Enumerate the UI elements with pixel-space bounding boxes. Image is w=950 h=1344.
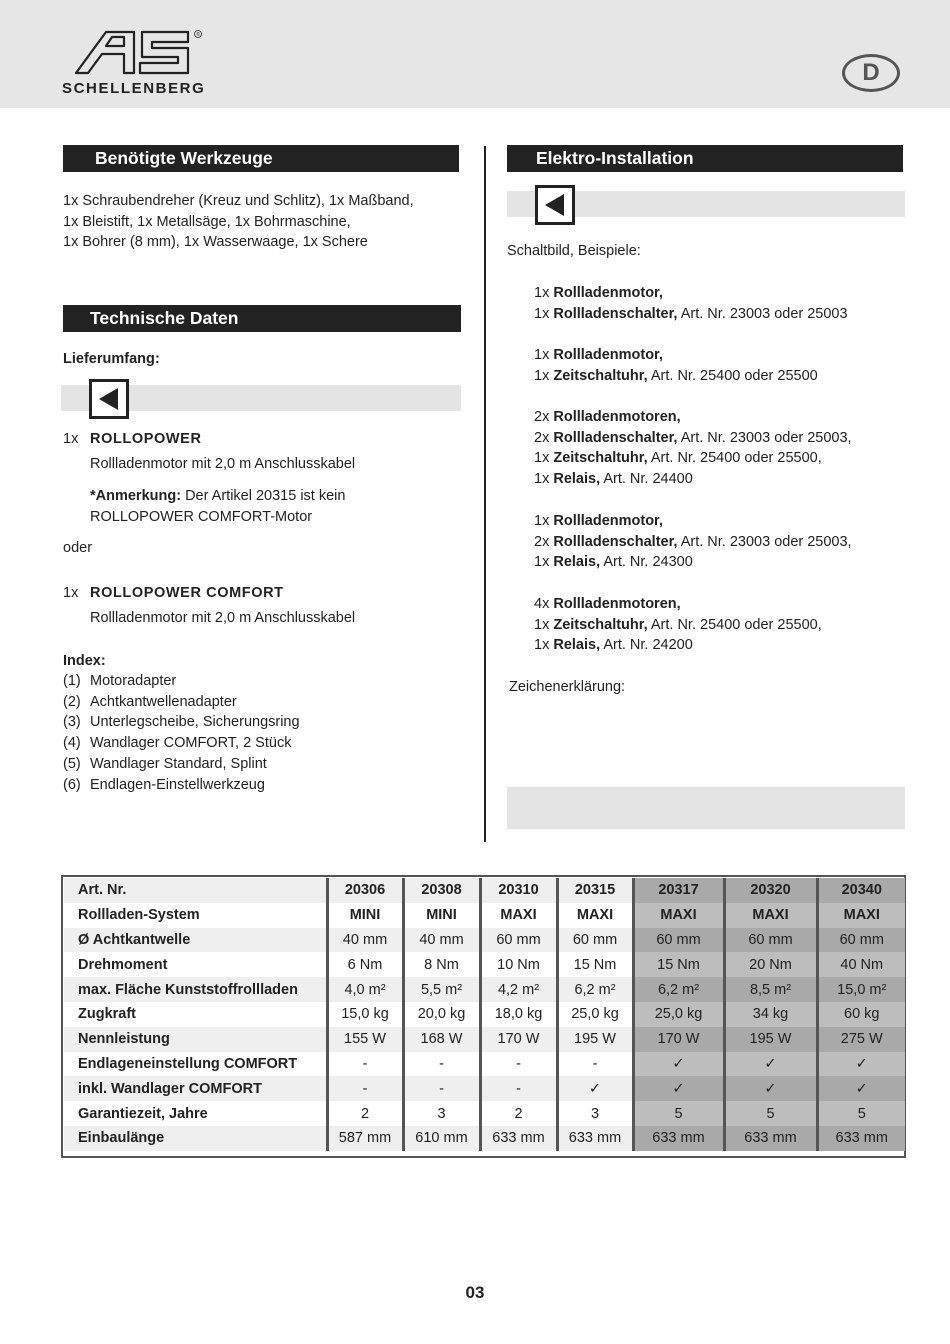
note <box>90 486 345 527</box>
note-label: *Anmerkung: <box>90 488 182 504</box>
language-badge: D <box>842 54 900 92</box>
table-row <box>64 1052 905 1077</box>
table-cell: 20340 <box>817 878 905 903</box>
index-item: (1) Motoradapter <box>63 673 177 689</box>
table-cell: 633 mm <box>817 1126 905 1151</box>
table-cell: 5 <box>817 1101 905 1126</box>
row-label: Nennleistung <box>64 1027 327 1052</box>
tools-section-title: Benötigte Werkzeuge <box>63 145 459 172</box>
row-label: Drehmoment <box>64 952 327 977</box>
brand-name: SCHELLENBERG <box>62 80 206 97</box>
row-label: max. Fläche Kunststoffrollladen <box>64 977 327 1002</box>
legend-label: Zeichenerklärung: <box>509 679 626 695</box>
table-cell: 5 <box>633 1101 724 1126</box>
table-cell: 20308 <box>403 878 480 903</box>
table-cell: 25,0 kg <box>633 1002 724 1027</box>
table-cell: 610 mm <box>403 1126 480 1151</box>
table-row <box>64 1002 905 1027</box>
tools-list <box>63 191 414 253</box>
table-cell: 155 W <box>327 1027 403 1052</box>
wiring-example: 2x Rollladenmotoren, 2x Rollladenschalter, Art. Nr. 23003 oder 25003, 1x Zeitschaltuhr, Art. Nr. 25400 oder 25500, 1x Relais, Art. Nr. 24400 <box>534 409 852 488</box>
table-cell: 168 W <box>403 1027 480 1052</box>
table-cell: MINI <box>327 903 403 928</box>
table-cell: 20306 <box>327 878 403 903</box>
tools-line: 1x Bleistift, 1x Metallsäge, 1x Bohrmaschine, <box>63 213 351 230</box>
row-label: Garantiezeit, Jahre <box>64 1101 327 1126</box>
spec-table <box>64 878 905 1151</box>
table-row <box>64 1101 905 1126</box>
table-cell: 15,0 m² <box>817 977 905 1002</box>
row-label: Zugkraft <box>64 1002 327 1027</box>
wiring-example: 1x Rollladenmotor, 1x Rollladenschalter, Art. Nr. 23003 oder 25003 <box>534 285 848 322</box>
table-cell: 195 W <box>557 1027 633 1052</box>
table-cell: 633 mm <box>480 1126 557 1151</box>
figure-arrow-box <box>89 379 129 419</box>
table-cell: 2 <box>327 1101 403 1126</box>
item-qty: 1x <box>63 585 79 601</box>
table-cell: - <box>327 1052 403 1077</box>
table-cell: 40 Nm <box>817 952 905 977</box>
table-cell: 170 W <box>633 1027 724 1052</box>
item-rollopower <box>63 429 202 450</box>
table-cell: 587 mm <box>327 1126 403 1151</box>
table-cell: 8 Nm <box>403 952 480 977</box>
index-item: (5) Wandlager Standard, Splint <box>63 755 267 772</box>
table-cell: 60 mm <box>817 928 905 953</box>
table-cell: 633 mm <box>557 1126 633 1151</box>
table-cell: 20317 <box>633 878 724 903</box>
tech-section-title: Technische Daten <box>63 305 461 332</box>
index-item: (3) Unterlegscheibe, Sicherungsring <box>63 714 300 731</box>
table-cell: 60 kg <box>817 1002 905 1027</box>
index-label: Index: <box>63 653 106 669</box>
table-cell: 6,2 m² <box>633 977 724 1002</box>
table-cell: 5 <box>724 1101 817 1126</box>
row-label: Einbaulänge <box>64 1126 327 1151</box>
note-text: Der Artikel 20315 ist kein <box>181 488 346 504</box>
table-row <box>64 878 905 903</box>
row-label: Ø Achtkantwelle <box>64 928 327 953</box>
table-cell: 6,2 m² <box>557 977 633 1002</box>
figure-arrow-box <box>535 185 575 225</box>
table-cell: 60 mm <box>724 928 817 953</box>
table-cell: ✓ <box>817 1052 905 1077</box>
table-cell: 60 mm <box>480 928 557 953</box>
table-cell: ✓ <box>633 1052 724 1077</box>
table-cell: 40 mm <box>327 928 403 953</box>
table-row <box>64 1027 905 1052</box>
table-cell: 2 <box>480 1101 557 1126</box>
table-cell: ✓ <box>724 1052 817 1077</box>
index-item: (6) Endlagen-Einstellwerkzeug <box>63 776 265 793</box>
table-cell: 25,0 kg <box>557 1002 633 1027</box>
table-cell: ✓ <box>557 1076 633 1101</box>
tools-line: 1x Bohrer (8 mm), 1x Wasserwaage, 1x Schere <box>63 234 368 251</box>
table-cell: 15 Nm <box>633 952 724 977</box>
table-cell: - <box>480 1052 557 1077</box>
table-row <box>64 952 905 977</box>
note-text-2: ROLLOPOWER COMFORT-Motor <box>90 508 313 525</box>
index-list <box>63 671 300 795</box>
index-item: (2) Achtkantwellenadapter <box>63 693 237 710</box>
scope-label: Lieferumfang: <box>63 351 160 367</box>
row-label: Endlageneinstellung COMFORT <box>64 1052 327 1077</box>
table-cell: 34 kg <box>724 1002 817 1027</box>
item-name: ROLLOPOWER <box>90 431 202 447</box>
table-cell: 633 mm <box>633 1126 724 1151</box>
table-cell: ✓ <box>817 1076 905 1101</box>
table-cell: - <box>480 1076 557 1101</box>
wiring-example: 1x Rollladenmotor, 2x Rollladenschalter, Art. Nr. 23003 oder 25003, 1x Relais, Art. Nr. 24300 <box>534 513 852 571</box>
table-cell: 15,0 kg <box>327 1002 403 1027</box>
table-cell: - <box>327 1076 403 1101</box>
index-item: (4) Wandlager COMFORT, 2 Stück <box>63 735 292 752</box>
table-cell: ✓ <box>633 1076 724 1101</box>
table-cell: 4,0 m² <box>327 977 403 1002</box>
legend-figure-bar <box>507 787 905 829</box>
item-name: ROLLOPOWER COMFORT <box>90 585 284 601</box>
table-cell: 4,2 m² <box>480 977 557 1002</box>
table-row <box>64 903 905 928</box>
table-cell: 6 Nm <box>327 952 403 977</box>
table-cell: 195 W <box>724 1027 817 1052</box>
item-rollopower-comfort <box>63 583 284 604</box>
wiring-example: 4x Rollladenmotoren, 1x Zeitschaltuhr, Art. Nr. 25400 oder 25500, 1x Relais, Art. Nr. 24200 <box>534 596 822 654</box>
tools-line: 1x Schraubendreher (Kreuz und Schlitz), 1x Maßband, <box>63 193 414 209</box>
table-cell: 20315 <box>557 878 633 903</box>
table-cell: ✓ <box>724 1076 817 1101</box>
or-label: oder <box>63 540 93 556</box>
table-cell: MAXI <box>480 903 557 928</box>
registered-mark: ® <box>196 32 200 38</box>
table-cell: MAXI <box>633 903 724 928</box>
table-cell: 18,0 kg <box>480 1002 557 1027</box>
table-cell: 15 Nm <box>557 952 633 977</box>
table-cell: 60 mm <box>557 928 633 953</box>
column-divider <box>484 146 486 842</box>
table-cell: 20310 <box>480 878 557 903</box>
left-triangle-icon <box>96 386 122 412</box>
table-cell: MAXI <box>724 903 817 928</box>
table-cell: 40 mm <box>403 928 480 953</box>
row-label: Rollladen-System <box>64 903 327 928</box>
table-cell: 275 W <box>817 1027 905 1052</box>
table-cell: 60 mm <box>633 928 724 953</box>
elektro-section-title: Elektro-Installation <box>507 145 903 172</box>
page-number: 03 <box>465 1283 485 1302</box>
table-cell: - <box>403 1052 480 1077</box>
table-cell: 20,0 kg <box>403 1002 480 1027</box>
left-triangle-icon <box>542 192 568 218</box>
table-cell: 3 <box>557 1101 633 1126</box>
spec-table-frame <box>61 875 906 1158</box>
table-cell: - <box>403 1076 480 1101</box>
table-cell: 10 Nm <box>480 952 557 977</box>
table-cell: 5,5 m² <box>403 977 480 1002</box>
table-row <box>64 1126 905 1151</box>
table-cell: MAXI <box>817 903 905 928</box>
table-cell: 20 Nm <box>724 952 817 977</box>
table-row <box>64 928 905 953</box>
item-desc: Rollladenmotor mit 2,0 m Anschlusskabel <box>90 610 356 626</box>
table-cell: MAXI <box>557 903 633 928</box>
schaltbild-intro: Schaltbild, Beispiele: <box>507 243 641 259</box>
item-desc: Rollladenmotor mit 2,0 m Anschlusskabel <box>90 456 356 472</box>
table-cell: 3 <box>403 1101 480 1126</box>
table-row <box>64 1076 905 1101</box>
item-qty: 1x <box>63 431 79 447</box>
row-label: inkl. Wandlager COMFORT <box>64 1076 327 1101</box>
table-cell: MINI <box>403 903 480 928</box>
table-cell: 633 mm <box>724 1126 817 1151</box>
table-cell: 20320 <box>724 878 817 903</box>
wiring-example: 1x Rollladenmotor, 1x Zeitschaltuhr, Art. Nr. 25400 oder 25500 <box>534 347 818 384</box>
row-label: Art. Nr. <box>64 878 327 903</box>
table-cell: - <box>557 1052 633 1077</box>
table-row <box>64 977 905 1002</box>
table-cell: 8,5 m² <box>724 977 817 1002</box>
table-cell: 170 W <box>480 1027 557 1052</box>
